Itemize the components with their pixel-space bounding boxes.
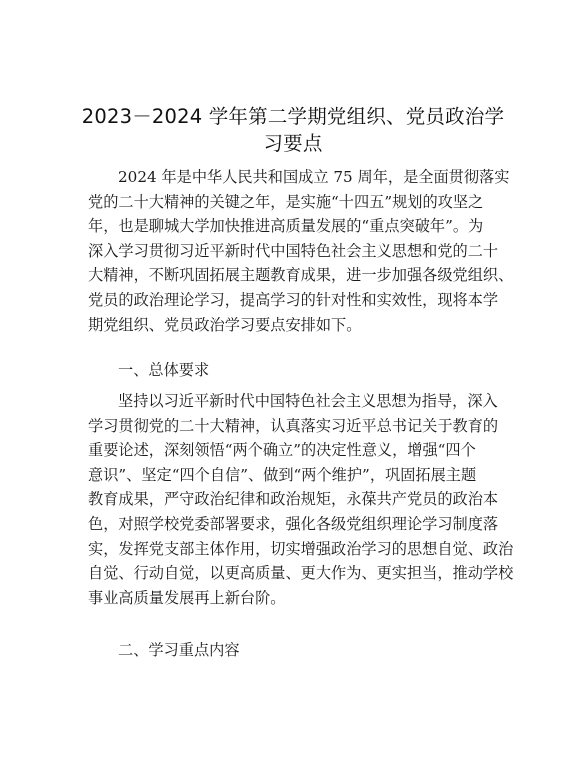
- intro-paragraph: [88, 165, 514, 337]
- paragraph-line: 自觉、行动自觉，以更高质量、更大作为、更实担当，推动学校: [88, 564, 514, 583]
- paragraph-line: 深入学习贯彻习近平新时代中国特色社会主义思想和党的二十: [88, 241, 499, 260]
- paragraph-line: 重要论述，深刻领悟“两个确立”的决定性意义，增强“四个: [88, 441, 476, 460]
- paragraph-line: 意识”、坚定“四个自信”、做到“两个维护”，巩固拓展主题: [88, 465, 477, 484]
- section-heading-key-content: 二、学习重点内容: [118, 641, 240, 659]
- requirements-paragraph: [88, 389, 514, 610]
- paragraph-line: 党的二十大精神的关键之年，是实施“十四五”规划的攻坚之: [88, 192, 484, 211]
- paragraph-line: 事业高质量发展再上新台阶。: [88, 588, 286, 607]
- paragraph-line: 坚持以习近平新时代中国特色社会主义思想为指导，深入: [118, 392, 498, 410]
- paragraph-line: 党员的政治理论学习，提高学习的针对性和实效性，现将本学: [88, 290, 499, 309]
- document-title: [80, 103, 506, 157]
- title-line: 习要点: [263, 132, 323, 155]
- paragraph-line: 色，对照学校党委部署要求，强化各级党组织理论学习制度落: [88, 514, 499, 533]
- paragraph-line: 学习贯彻党的二十大精神，认真落实习近平总书记关于教育的: [88, 416, 499, 435]
- paragraph-line: 大精神，不断巩固拓展主题教育成果，进一步加强各级党组织、: [88, 266, 514, 285]
- section-heading-general-requirements: 一、总体要求: [118, 361, 210, 379]
- paragraph-line: 年，也是聊城大学加快推进高质量发展的“重点突破年”。为: [88, 217, 484, 236]
- paragraph-line: 实，发挥党支部主体作用，切实增强政治学习的思想自觉、政治: [88, 539, 514, 558]
- paragraph-line: 教育成果，严守政治纪律和政治规矩，永葆共产党员的政治本: [88, 490, 499, 509]
- paragraph-line: 2024 年是中华人民共和国成立 75 周年，是全面贯彻落实: [118, 168, 510, 186]
- title-line: 2023－2024 学年第二学期党组织、党员政治学: [81, 105, 505, 128]
- paragraph-line: 期党组织、党员政治学习要点安排如下。: [88, 315, 362, 334]
